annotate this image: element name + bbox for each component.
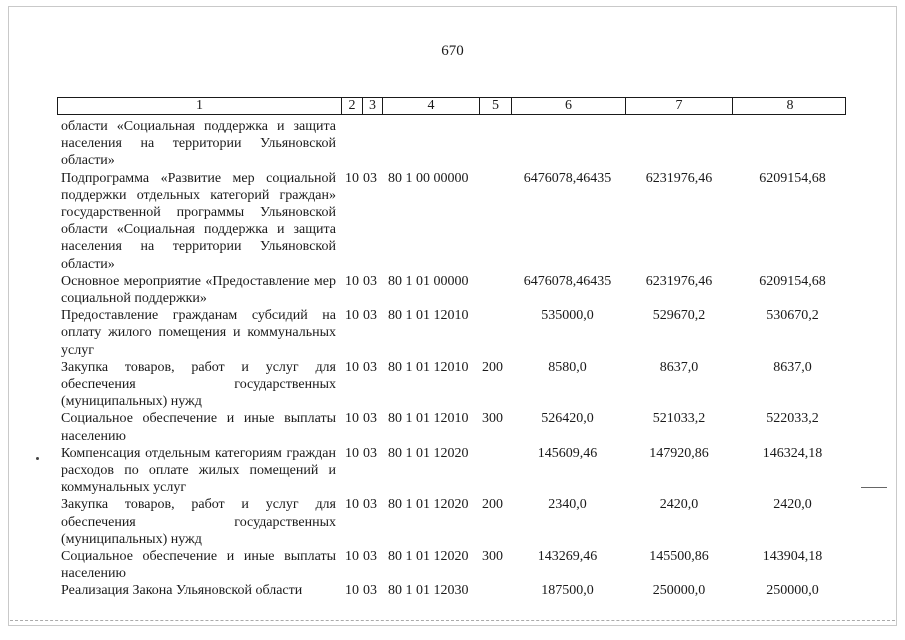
table-row: [61, 118, 851, 170]
row-section: [338, 118, 363, 170]
row-subsection: [363, 118, 385, 170]
header-cell: 6: [511, 98, 625, 114]
table-row: [61, 445, 851, 497]
row-amount-col6: 526420,0: [541, 411, 594, 427]
row-name: Социальное обеспечение и иные выплаты населению: [61, 411, 336, 444]
budget-table-body: [61, 118, 851, 600]
table-row: [61, 170, 851, 273]
header-cell: 2: [341, 98, 362, 114]
table-header: [57, 97, 846, 115]
row-target-code: 80 1 01 00000: [388, 273, 469, 289]
table-row: [61, 582, 851, 599]
row-target-code: 80 1 01 12020: [388, 445, 469, 461]
row-amount-col7: 250000,0: [652, 583, 706, 599]
row-target-code: 80 1 01 12010: [388, 411, 469, 427]
row-amount-col8: [735, 118, 850, 170]
row-expense-type: 200: [482, 497, 503, 513]
row-name: Предоставление гражданам субсидий на оплату жилого помещения и коммунальных услуг: [61, 308, 336, 358]
page-number: 670: [441, 43, 464, 59]
row-subsection: 03: [363, 411, 377, 427]
row-subsection: 03: [363, 583, 377, 599]
header-cell: 4: [382, 98, 479, 114]
row-target-code: 80 1 01 12010: [388, 308, 469, 324]
row-expense-type: 300: [482, 549, 503, 565]
row-amount-col7: 529670,2: [652, 308, 706, 324]
scan-speck: [36, 457, 39, 460]
row-section: 10: [345, 411, 359, 427]
row-amount-col6: 6476078,46435: [523, 273, 612, 289]
header-cell: 7: [625, 98, 732, 114]
row-amount-col8: 143904,18: [762, 549, 823, 565]
row-subsection: 03: [363, 549, 377, 565]
row-target-code: 80 1 01 12020: [388, 549, 469, 565]
row-amount-col8: 146324,18: [762, 445, 823, 461]
row-amount-col6: 145609,46: [537, 445, 598, 461]
table-row: [61, 273, 851, 307]
row-section: 10: [345, 170, 359, 186]
row-name: Подпрограмма «Развитие мер социальной поддержки отдельных категорий граждан» государственной программы Ульяновской области «Социальная поддержка и защита населения на территории Ульяновской области»: [61, 170, 336, 272]
row-section: 10: [345, 445, 359, 461]
row-amount-col6: 2340,0: [548, 497, 587, 513]
row-section: 10: [345, 583, 359, 599]
page-bottom-edge: [10, 620, 895, 622]
row-name: области «Социальная поддержка и защита населения на территории Ульяновской области»: [61, 119, 336, 169]
row-amount-col8: 250000,0: [766, 583, 819, 599]
row-name: Закупка товаров, работ и услуг для обеспечения государственных (муниципальных) нужд: [61, 359, 336, 410]
row-amount-col8: 530670,2: [766, 308, 819, 324]
row-expense-type: [480, 307, 512, 359]
row-target-code: 80 1 01 12030: [388, 583, 469, 599]
row-amount-col6: 6476078,46435: [523, 170, 612, 186]
row-name: Закупка товаров, работ и услуг для обеспечения государственных (муниципальных) нужд: [61, 497, 336, 547]
row-amount-col7: 6231976,46: [645, 170, 713, 186]
header-cell: 5: [479, 98, 511, 114]
row-target-code: 80 1 00 00000: [388, 170, 469, 186]
row-amount-col6: 8580,0: [548, 359, 587, 375]
row-expense-type: [480, 582, 512, 599]
header-cell: 8: [732, 98, 847, 114]
row-amount-col7: 6231976,46: [645, 273, 713, 289]
row-section: 10: [345, 273, 359, 289]
row-amount-col7: 521033,2: [652, 411, 706, 427]
row-name: Компенсация отдельным категориям граждан расходов по оплате жилых помещений и коммунальных услуг: [61, 445, 336, 496]
row-section: 10: [345, 497, 359, 513]
row-name: Социальное обеспечение и иные выплаты населению: [61, 549, 336, 582]
row-section: 10: [345, 359, 359, 375]
table-row: [61, 548, 851, 582]
row-target-code: 80 1 01 12020: [388, 497, 469, 513]
row-amount-col7: 8637,0: [659, 359, 699, 375]
row-expense-type: 300: [482, 411, 503, 427]
row-section: 10: [345, 308, 359, 324]
table-row: [61, 359, 851, 411]
row-amount-col8: 6209154,68: [759, 170, 826, 186]
row-amount-col8: 6209154,68: [759, 273, 826, 289]
table-row: [61, 307, 851, 359]
header-cell: 1: [196, 98, 203, 113]
row-expense-type: [480, 445, 512, 497]
row-target-code: 80 1 01 12010: [388, 359, 469, 375]
row-amount-col7: 2420,0: [659, 497, 699, 513]
row-amount-col7: [623, 118, 735, 170]
row-target-code: [385, 118, 480, 170]
row-expense-type: [480, 170, 512, 273]
row-expense-type: [480, 118, 512, 170]
row-subsection: 03: [363, 359, 377, 375]
row-amount-col8: 8637,0: [773, 359, 812, 375]
row-subsection: 03: [363, 308, 377, 324]
row-amount-col7: 147920,86: [649, 445, 709, 461]
row-amount-col6: 187500,0: [541, 583, 594, 599]
row-expense-type: 200: [482, 359, 503, 375]
row-section: 10: [345, 549, 359, 565]
row-name: Реализация Закона Ульяновской области: [61, 583, 303, 599]
row-name: Основное мероприятие «Предоставление мер социальной поддержки»: [61, 273, 336, 307]
margin-dash: [861, 487, 887, 488]
row-subsection: 03: [363, 497, 377, 513]
row-amount-col6: 143269,46: [537, 549, 598, 565]
row-subsection: 03: [363, 445, 377, 461]
row-amount-col8: 522033,2: [766, 411, 819, 427]
row-subsection: 03: [363, 170, 377, 186]
row-amount-col6: [512, 118, 623, 170]
header-cell: 3: [362, 98, 382, 114]
row-amount-col7: 145500,86: [649, 549, 709, 565]
row-amount-col6: 535000,0: [541, 308, 594, 324]
row-expense-type: [480, 273, 512, 307]
table-row: [61, 496, 851, 548]
row-amount-col8: 2420,0: [773, 497, 812, 513]
table-row: [61, 410, 851, 444]
row-subsection: 03: [363, 273, 377, 289]
